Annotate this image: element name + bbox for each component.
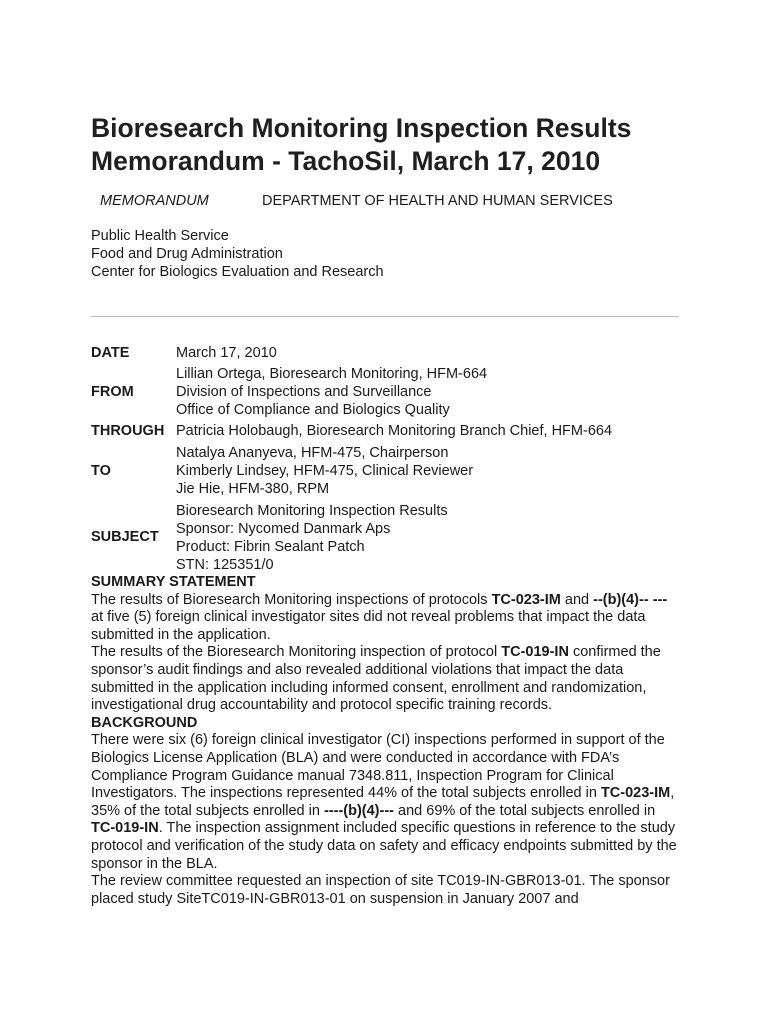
memo-label: MEMORANDUM — [100, 193, 209, 209]
to-line: Natalya Ananyeva, HFM-475, Chairperson — [176, 445, 449, 461]
redacted-protocol: --(b)(4)-- --- — [593, 591, 668, 608]
text-run: and — [560, 591, 594, 608]
to-label: TO — [91, 463, 111, 479]
text-run: confirmed the sponsor’s audit findings and also revealed additional violations that impact the data submitted in the application including informed consent, enrollment and randomization, investigational drug accountability and protocol specific training records. — [91, 644, 661, 714]
subject-line: Sponsor: Nycomed Danmark Aps — [176, 521, 391, 537]
summary-paragraph-1 — [91, 592, 679, 645]
subject-label: SUBJECT — [91, 529, 159, 545]
subject-line: STN: 125351/0 — [176, 557, 274, 573]
text-run: . The inspection assignment included specific questions in reference to the study protocol and verification of the study data on safety and efficacy endpoints submitted by the sponsor in the BLA. — [91, 820, 677, 872]
through-value: Patricia Holobaugh, Bioresearch Monitoring Branch Chief, HFM-664 — [176, 423, 613, 439]
date-value: March 17, 2010 — [176, 345, 277, 361]
text-run: There were six (6) foreign clinical investigator (CI) inspections performed in support of the Biologics License Application (BLA) and were conducted in accordance with FDA’s Compliance Program Guidance manual 7348.811, Inspection Program for Clinical Investigators. The inspections represented 44% of the total subjects enrolled in — [91, 732, 665, 802]
department-name: DEPARTMENT OF HEALTH AND HUMAN SERVICES — [262, 193, 613, 209]
to-line: Jie Hie, HFM-380, RPM — [176, 481, 330, 497]
agency-block — [91, 227, 384, 281]
protocol-id: TC-019-IN — [91, 820, 159, 837]
body-text — [91, 574, 679, 908]
text-run: The results of the Bioresearch Monitoring inspection of protocol — [91, 644, 502, 661]
protocol-id: TC-023-IM — [491, 591, 561, 608]
page-title — [91, 112, 631, 178]
background-paragraph-2: The review committee requested an inspection of site TC019-IN-GBR013-01. The sponsor placed study SiteTC019-IN-GBR013-01 on suspension in January 2007 and — [91, 873, 670, 907]
title-line-1: Bioresearch Monitoring Inspection Results — [91, 113, 632, 143]
divider — [91, 316, 679, 317]
protocol-id: TC-023-IM — [600, 785, 671, 802]
text-run: , 35% of the total subjects enrolled in — [91, 785, 675, 819]
agency-line: Food and Drug Administration — [91, 246, 283, 262]
from-line: Lillian Ortega, Bioresearch Monitoring, HFM-664 — [176, 366, 488, 382]
summary-heading: SUMMARY STATEMENT — [91, 574, 256, 590]
background-heading: BACKGROUND — [91, 714, 198, 731]
from-line: Office of Compliance and Biologics Quality — [176, 402, 450, 418]
agency-line: Public Health Service — [91, 228, 229, 244]
summary-paragraph-2 — [91, 644, 679, 714]
from-label: FROM — [91, 384, 134, 400]
to-line: Kimberly Lindsey, HFM-475, Clinical Reviewer — [176, 463, 474, 479]
protocol-id: TC-019-IN — [501, 644, 569, 661]
redacted-protocol: ----(b)(4)--- — [323, 802, 394, 819]
text-run: The results of Bioresearch Monitoring inspections of protocols — [91, 591, 492, 608]
from-line: Division of Inspections and Surveillance — [176, 384, 432, 400]
through-label: THROUGH — [91, 423, 165, 439]
title-line-2: Memorandum - TachoSil, March 17, 2010 — [91, 146, 601, 176]
date-label: DATE — [91, 345, 130, 361]
text-run: at five (5) foreign clinical investigator sites did not reveal problems that impact the data submitted in the application. — [91, 609, 646, 643]
subject-line: Bioresearch Monitoring Inspection Results — [176, 503, 448, 519]
text-run: and 69% of the total subjects enrolled in — [394, 802, 656, 819]
background-paragraph-1 — [91, 732, 679, 873]
agency-line: Center for Biologics Evaluation and Research — [91, 264, 384, 280]
subject-line: Product: Fibrin Sealant Patch — [176, 539, 365, 555]
